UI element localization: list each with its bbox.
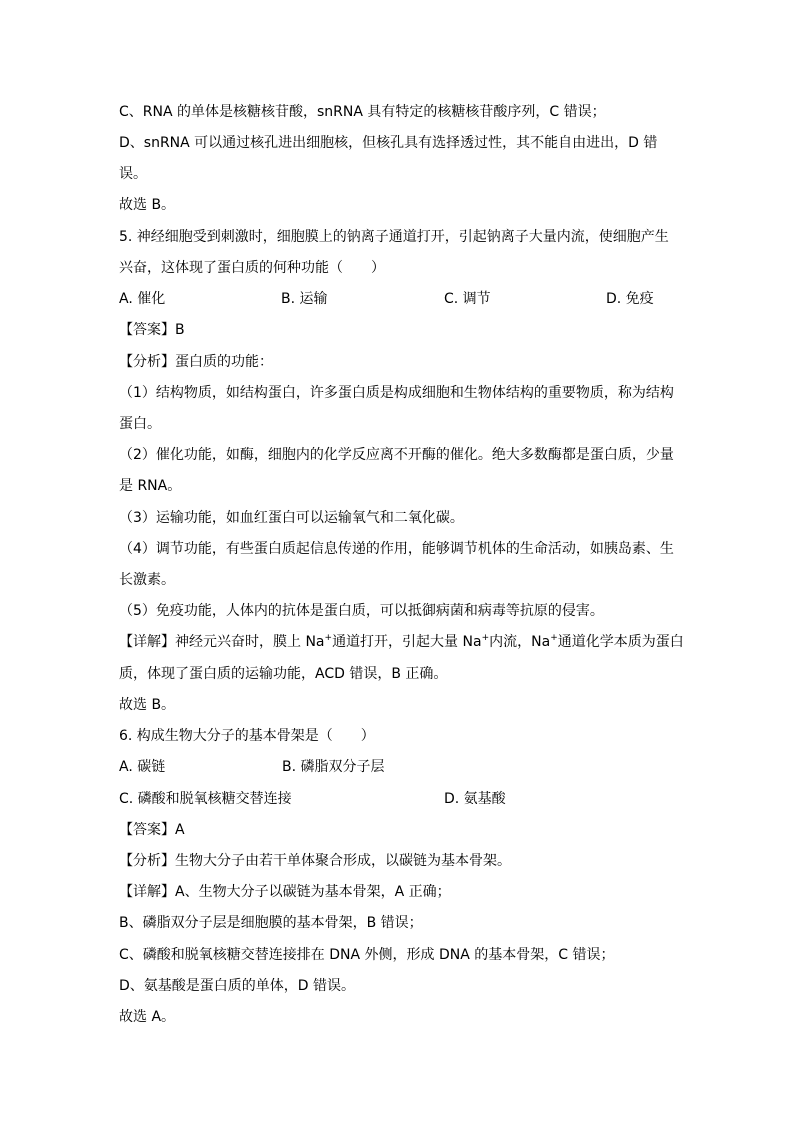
q5-point-1-line2: 蛋白。 (119, 416, 161, 432)
prev-explanation-c: C、RNA 的单体是核糖核苷酸，snRNA 具有特定的核糖核苷酸序列，C 错误； (119, 104, 606, 120)
q5-detail-text-1: 【详解】神经元兴奋时，膜上 Na (119, 634, 325, 650)
prev-explanation-d-line1: D、snRNA 可以通过核孔进出细胞核，但核孔具有选择透过性，其不能自由进出，D 错 (119, 135, 658, 151)
q5-detail-text-3: 内流，Na (489, 634, 551, 650)
q5-choice: 故选 B。 (119, 697, 176, 713)
q6-detail-b: B、磷脂双分子层是细胞膜的基本骨架，B 错误； (119, 915, 423, 931)
q5-stem-line2: 兴奋，这体现了蛋白质的何种功能（ ） (119, 260, 385, 276)
q5-option-c: C. 调节 (444, 291, 491, 307)
q5-detail-line2: 质，体现了蛋白质的运输功能，ACD 错误，B 正确。 (119, 666, 448, 682)
q5-point-5: （5）免疫功能，人体内的抗体是蛋白质，可以抵御病菌和病毒等抗原的侵害。 (119, 603, 604, 619)
q6-analysis: 【分析】生物大分子由若干单体聚合形成，以碳链为基本骨架。 (119, 853, 511, 869)
q5-detail-text-4: 通道化学本质为蛋白 (557, 634, 684, 650)
q6-option-b: B. 磷脂双分子层 (282, 759, 385, 775)
sodium-ion-superscript: + (550, 633, 558, 643)
q6-answer: 【答案】A (119, 822, 185, 838)
q5-point-2-line1: （2）催化功能，如酶，细胞内的化学反应离不开酶的催化。绝大多数酶都是蛋白质，少量 (119, 447, 674, 463)
q5-answer: 【答案】B (119, 322, 185, 338)
q5-point-4-line2: 长激素。 (119, 572, 175, 588)
q6-option-d: D. 氨基酸 (444, 791, 506, 807)
q5-point-3: （3）运输功能，如血红蛋白可以运输氧气和二氧化碳。 (119, 510, 464, 526)
q5-point-1-line1: （1）结构物质，如结构蛋白，许多蛋白质是构成细胞和生物体结构的重要物质，称为结构 (119, 385, 674, 401)
q6-choice: 故选 A。 (119, 1009, 176, 1025)
q5-option-d: D. 免疫 (606, 291, 654, 307)
q6-detail-d: D、氨基酸是蛋白质的单体，D 错误。 (119, 978, 356, 994)
q6-stem: 6. 构成生物大分子的基本骨架是（ ） (119, 728, 375, 744)
q5-analysis-heading: 【分析】蛋白质的功能： (119, 354, 273, 370)
sodium-ion-superscript: + (481, 633, 490, 643)
q6-detail-c: C、磷酸和脱氧核糖交替连接排在 DNA 外侧，形成 DNA 的基本骨架，C 错误； (119, 947, 615, 963)
q5-stem-line1: 5. 神经细胞受到刺激时，细胞膜上的钠离子通道打开，引起钠离子大量内流，使细胞产生 (119, 229, 669, 245)
q5-option-a: A. 催化 (119, 291, 166, 307)
q6-detail-a: 【详解】A、生物大分子以碳链为基本骨架，A 正确； (119, 884, 451, 900)
q5-point-2-line2: 是 RNA。 (119, 478, 182, 494)
q5-detail-text-2: 通道打开，引起大量 Na (332, 634, 482, 650)
q6-option-c: C. 磷酸和脱氧核糖交替连接 (119, 791, 292, 807)
q5-detail-line1 (119, 632, 684, 652)
prev-choice: 故选 B。 (119, 197, 176, 213)
q5-option-b: B. 运输 (281, 291, 328, 307)
q5-point-4-line1: （4）调节功能，有些蛋白质起信息传递的作用，能够调节机体的生命活动，如胰岛素、生 (119, 541, 674, 557)
q6-option-a: A. 碳链 (119, 759, 166, 775)
sodium-ion-superscript: + (324, 633, 333, 643)
prev-explanation-d-line2: 误。 (119, 166, 147, 182)
